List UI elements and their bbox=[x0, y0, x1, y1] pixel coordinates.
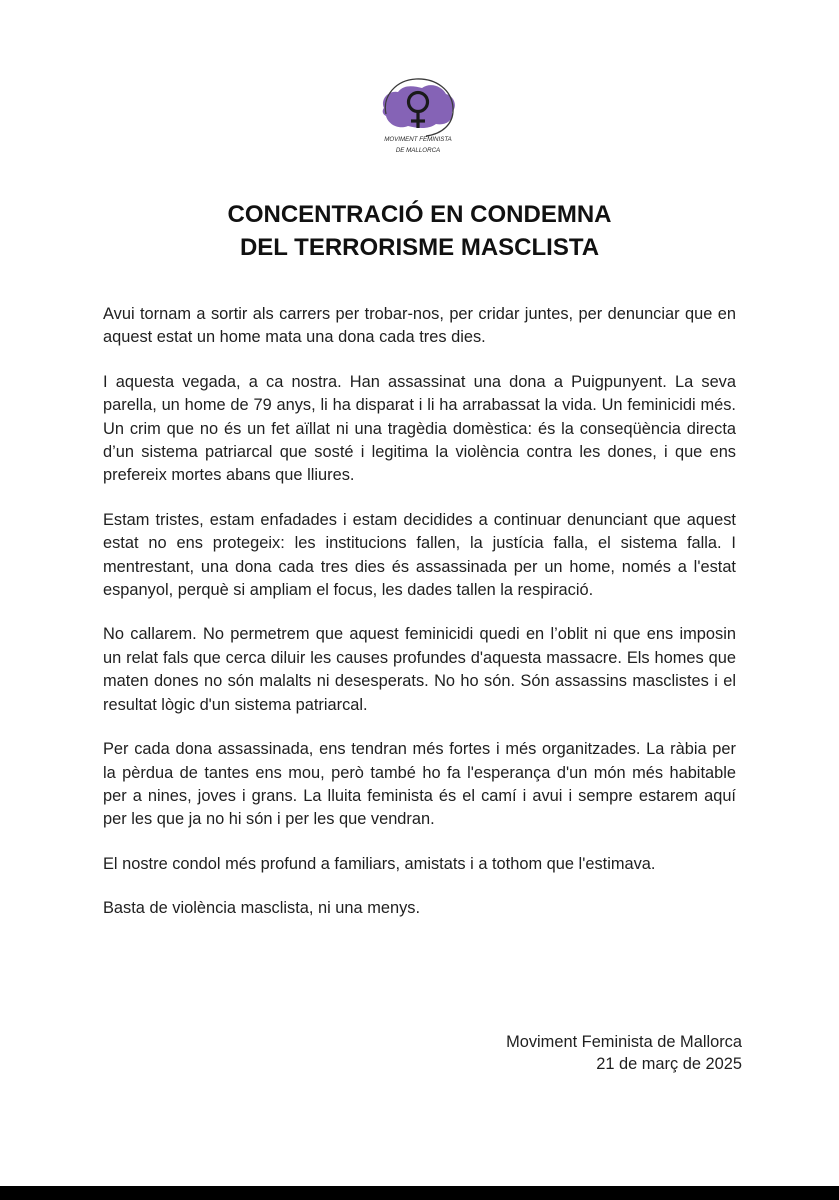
paragraph-2: I aquesta vegada, a ca nostra. Han assassinat una dona a Puigpunyent. La seva parella, un home de 79 anys, li ha disparat i li ha arrabassat la vida. Un feminicidi més. Un crim que no és un fet aïllat ni una tragèdia domèstica: és la conseqüència directa d’un sistema patriarcal que sosté i legitima la violència contra les dones, i que ens prefereix mortes abans que lliures. bbox=[103, 372, 736, 485]
paragraph-3: Estam tristes, estam enfadades i estam decidides a continuar denunciant que aquest estat no ens protegeix: les institucions fallen, la justícia falla, el sistema falla. I mentrestant, una dona cada tres dies és assassinada per un home, només a l'estat espanyol, perquè si ampliam el focus, les dades tallen la respiració. bbox=[103, 510, 736, 600]
signature-organization: Moviment Feminista de Mallorca bbox=[506, 1033, 742, 1051]
paragraph-6: El nostre condol més profund a familiars, amistats i a tothom que l'estimava. bbox=[103, 854, 656, 873]
signature-block bbox=[506, 1031, 742, 1075]
page-title bbox=[0, 198, 839, 264]
svg-text:MOVIMENT FEMINISTA: MOVIMENT FEMINISTA bbox=[384, 136, 452, 143]
paragraph-1: Avui tornam a sortir als carrers per trobar-nos, per cridar juntes, per denunciar que en aquest estat un home mata una dona cada tres dies. bbox=[103, 305, 736, 347]
venus-symbol-icon bbox=[370, 70, 466, 162]
signature-date: 21 de març de 2025 bbox=[596, 1055, 742, 1073]
paragraph-7: Basta de violència masclista, ni una menys. bbox=[103, 899, 421, 918]
bottom-edge-bar bbox=[0, 1186, 839, 1200]
title-line-2: DEL TERRORISME MASCLISTA bbox=[239, 234, 600, 261]
paragraph-5: Per cada dona assassinada, ens tendran més fortes i més organitzades. La ràbia per la pèrdua de tantes ens mou, però també ho fa l'esperança d'un món més habitable per a nines, joves i grans. La lluita feminista és el camí i avui i sempre estarem aquí per les que ja no hi són i per les que vendran. bbox=[103, 740, 736, 829]
organization-logo bbox=[370, 70, 466, 162]
statement-body bbox=[103, 303, 736, 942]
paragraph-4: No callarem. No permetrem que aquest feminicidi quedi en l’oblit ni que ens imposin un relat fals que cerca diluir les causes profundes d'aquesta massacre. Els homes que maten dones no són malalts ni desesperats. No ho són. Són assassins masclistes i el resultat lògic d'un sistema patriarcal. bbox=[103, 625, 736, 714]
title-line-1: CONCENTRACIÓ EN CONDEMNA bbox=[227, 201, 612, 228]
svg-text:DE MALLORCA: DE MALLORCA bbox=[395, 147, 441, 154]
